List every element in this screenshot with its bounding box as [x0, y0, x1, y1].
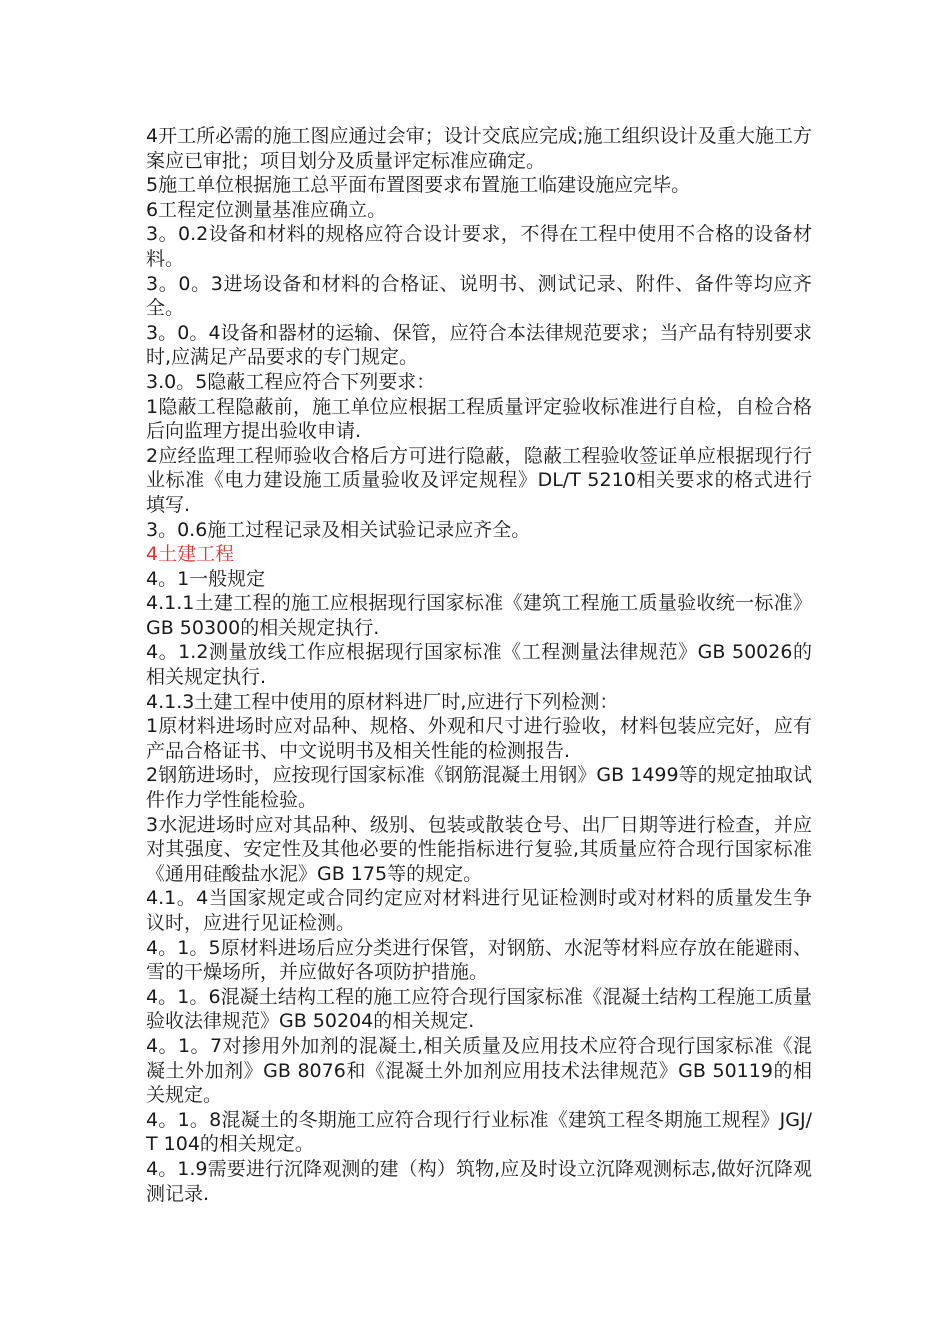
body-paragraph: 3。0。4设备和器材的运输、保管，应符合本法律规范要求；当产品有特别要求时,应满足产品要求的专门规定。 [146, 321, 812, 369]
body-paragraph: 1原材料进场时应对品种、规格、外观和尺寸进行验收，材料包装应完好，应有产品合格证书、中文说明书及相关性能的检测报告. [146, 715, 812, 762]
body-paragraph: 4.1.1土建工程的施工应根据现行国家标准《建筑工程施工质量验收统一标准》GB 50300的相关规定执行. [146, 592, 812, 639]
body-paragraph: 2应经监理工程师验收合格后方可进行隐蔽，隐蔽工程验收签证单应根据现行行业标准《电力建设施工质量验收及评定规程》DL/T 5210相关要求的格式进行填写. [146, 444, 812, 516]
body-paragraph: 4.1.3土建工程中使用的原材料进厂时,应进行下列检测： [146, 690, 619, 713]
body-paragraph: 4。1.2测量放线工作应根据现行国家标准《工程测量法律规范》GB 50026的相关规定执行. [146, 641, 812, 689]
body-paragraph: 4。1.9需要进行沉降观测的建（构）筑物,应及时设立沉降观测标志,做好沉降观测记录. [146, 1157, 812, 1205]
body-paragraph: 3。0.6施工过程记录及相关试验记录应齐全。 [146, 518, 531, 541]
body-paragraph: 3.0。5隐蔽工程应符合下列要求： [146, 370, 436, 393]
body-paragraph: 5施工单位根据施工总平面布置图要求布置施工临建设施应完毕。 [146, 174, 691, 197]
body-paragraph: 3。0.2设备和材料的规格应符合设计要求，不得在工程中使用不合格的设备材料。 [146, 223, 812, 270]
body-paragraph: 6工程定位测量基准应确立。 [146, 198, 387, 221]
body-paragraph: 3水泥进场时应对其品种、级别、包装或散装仓号、出厂日期等进行检查，并应对其强度、安定性及其他必要的性能指标进行复验,其质量应符合现行国家标准《通用硅酸盐水泥》GB 175等的规定。 [146, 813, 812, 885]
body-paragraph: 2钢筋进场时，应按现行国家标准《钢筋混凝土用钢》GB 1499等的规定抽取试件作力学性能检验。 [146, 764, 812, 812]
body-paragraph: 4。1。5原材料进场后应分类进行保管，对钢筋、水泥等材料应存放在能避雨、雪的干燥场所，并应做好各项防护措施。 [146, 936, 812, 984]
body-paragraph: 4.1。4当国家规定或合同约定应对材料进行见证检测时或对材料的质量发生争议时，应进行见证检测。 [146, 887, 812, 934]
body-paragraph: 3。0。3进场设备和材料的合格证、说明书、测试记录、附件、备件等均应齐全。 [146, 272, 812, 320]
body-paragraph: 4。1一般规定 [146, 567, 266, 590]
body-paragraph: 4。1。6混凝土结构工程的施工应符合现行国家标准《混凝土结构工程施工质量验收法律规范》GB 50204的相关规定. [146, 985, 812, 1033]
section-heading: 4土建工程 [146, 543, 235, 566]
document-body [146, 124, 812, 1206]
body-paragraph: 1隐蔽工程隐蔽前，施工单位应根据工程质量评定验收标准进行自检，自检合格后向监理方提出验收申请. [146, 395, 812, 443]
body-paragraph: 4。1。8混凝土的冬期施工应符合现行行业标准《建筑工程冬期施工规程》JGJ/T 104的相关规定。 [146, 1108, 812, 1156]
body-paragraph: 4开工所必需的施工图应通过会审；设计交底应完成;施工组织设计及重大施工方案应已审批；项目划分及质量评定标准应确定。 [146, 125, 812, 172]
body-paragraph: 4。1。7对掺用外加剂的混凝土,相关质量及应用技术应符合现行国家标准《混凝土外加剂》GB 8076和《混凝土外加剂应用技术法律规范》GB 50119的相关规定。 [146, 1034, 812, 1107]
